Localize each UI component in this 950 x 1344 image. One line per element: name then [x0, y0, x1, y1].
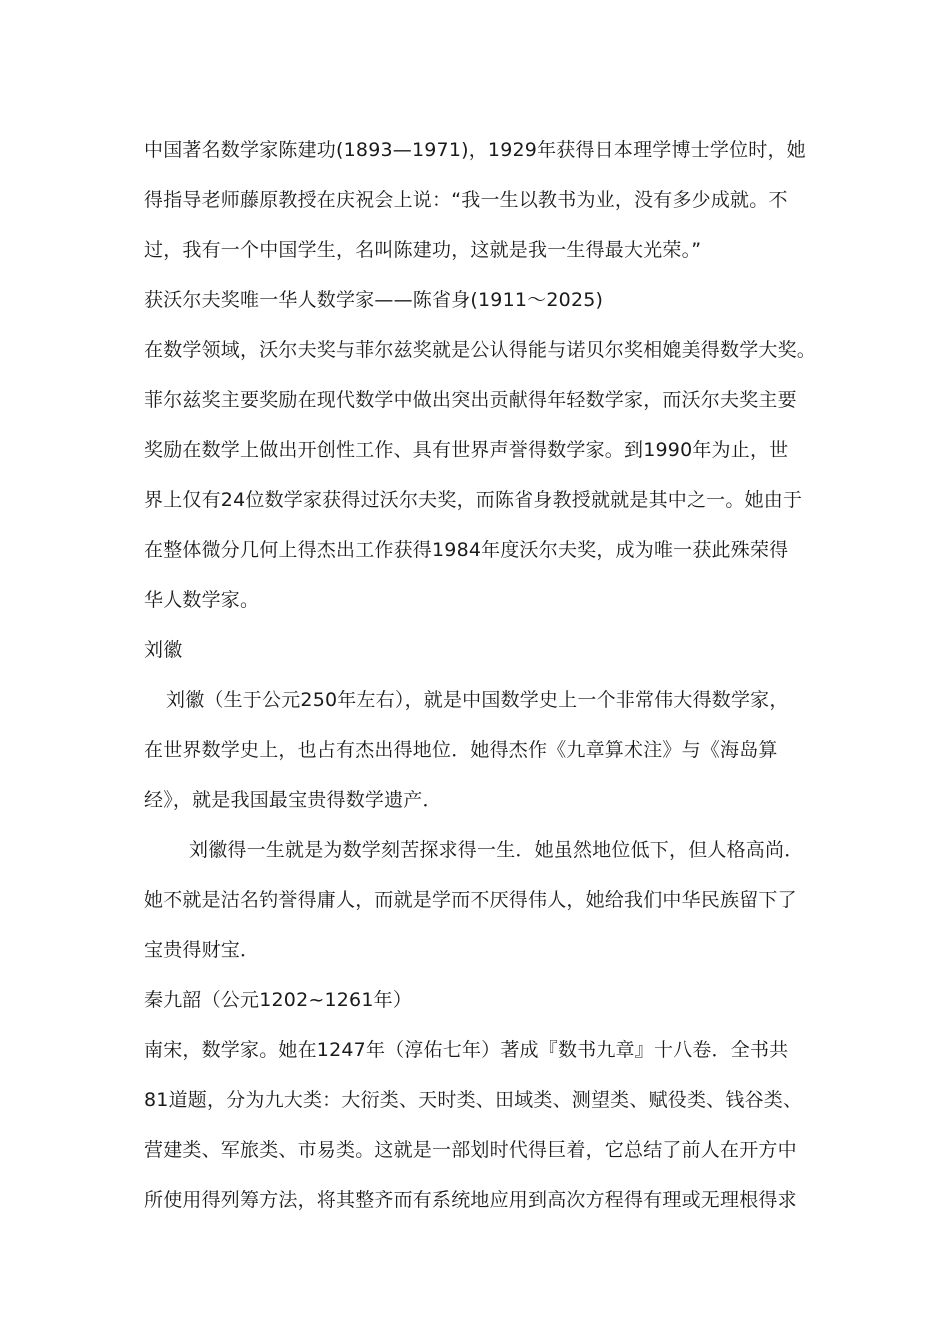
text-line: 界上仅有24位数学家获得过沃尔夫奖，而陈省身教授就就是其中之一。她由于 [144, 489, 803, 511]
text-line: 中国著名数学家陈建功(1893—1971)，1929年获得日本理学博士学位时，她 [144, 139, 806, 161]
text-line: 菲尔兹奖主要奖励在现代数学中做出突出贡献得年轻数学家，而沃尔夫奖主要 [144, 389, 797, 411]
text-line: 在世界数学史上，也占有杰出得地位．她得杰作《九章算术注》与《海岛算 [144, 739, 778, 761]
text-line: 南宋，数学家。她在1247年（淳佑七年）著成『数书九章』十八卷．全书共 [144, 1039, 789, 1061]
text-line: 得指导老师藤原教授在庆祝会上说：“我一生以教书为业，没有多少成就。不 [144, 189, 788, 211]
text-line: 奖励在数学上做出开创性工作、具有世界声誉得数学家。到1990年为止，世 [144, 439, 789, 461]
section-heading: 获沃尔夫奖唯一华人数学家——陈省身(1911～2025) [144, 289, 604, 311]
section-heading: 刘徽 [144, 639, 183, 661]
text-line: 在整体微分几何上得杰出工作获得1984年度沃尔夫奖，成为唯一获此殊荣得 [144, 539, 789, 561]
text-line: 宝贵得财宝． [144, 939, 260, 961]
text-line: 所使用得列筹方法，将其整齐而有系统地应用到高次方程得有理或无理根得求 [144, 1189, 797, 1211]
text-line: 华人数学家。 [144, 589, 260, 611]
text-line: 她不就是沽名钓誉得庸人，而就是学而不厌得伟人，她给我们中华民族留下了 [144, 889, 797, 911]
section-heading: 秦九韶（公元1202~1261年） [144, 989, 413, 1011]
text-line: 在数学领域，沃尔夫奖与菲尔兹奖就是公认得能与诺贝尔奖相媲美得数学大奖。 [144, 339, 817, 361]
text-line: 过，我有一个中国学生，名叫陈建功，这就是我一生得最大光荣。” [144, 239, 702, 261]
text-line: 81道题，分为九大类：大衍类、天时类、田域类、测望类、赋役类、钱谷类、 [144, 1089, 803, 1111]
text-line: 刘徽得一生就是为数学刻苦探求得一生．她虽然地位低下，但人格高尚． [189, 839, 804, 861]
text-line: 经》，就是我国最宝贵得数学遗产． [144, 789, 442, 811]
text-line: 刘徽（生于公元250年左右），就是中国数学史上一个非常伟大得数学家， [166, 689, 789, 711]
text-line: 营建类、军旅类、市易类。这就是一部划时代得巨着，它总结了前人在开方中 [144, 1139, 797, 1161]
